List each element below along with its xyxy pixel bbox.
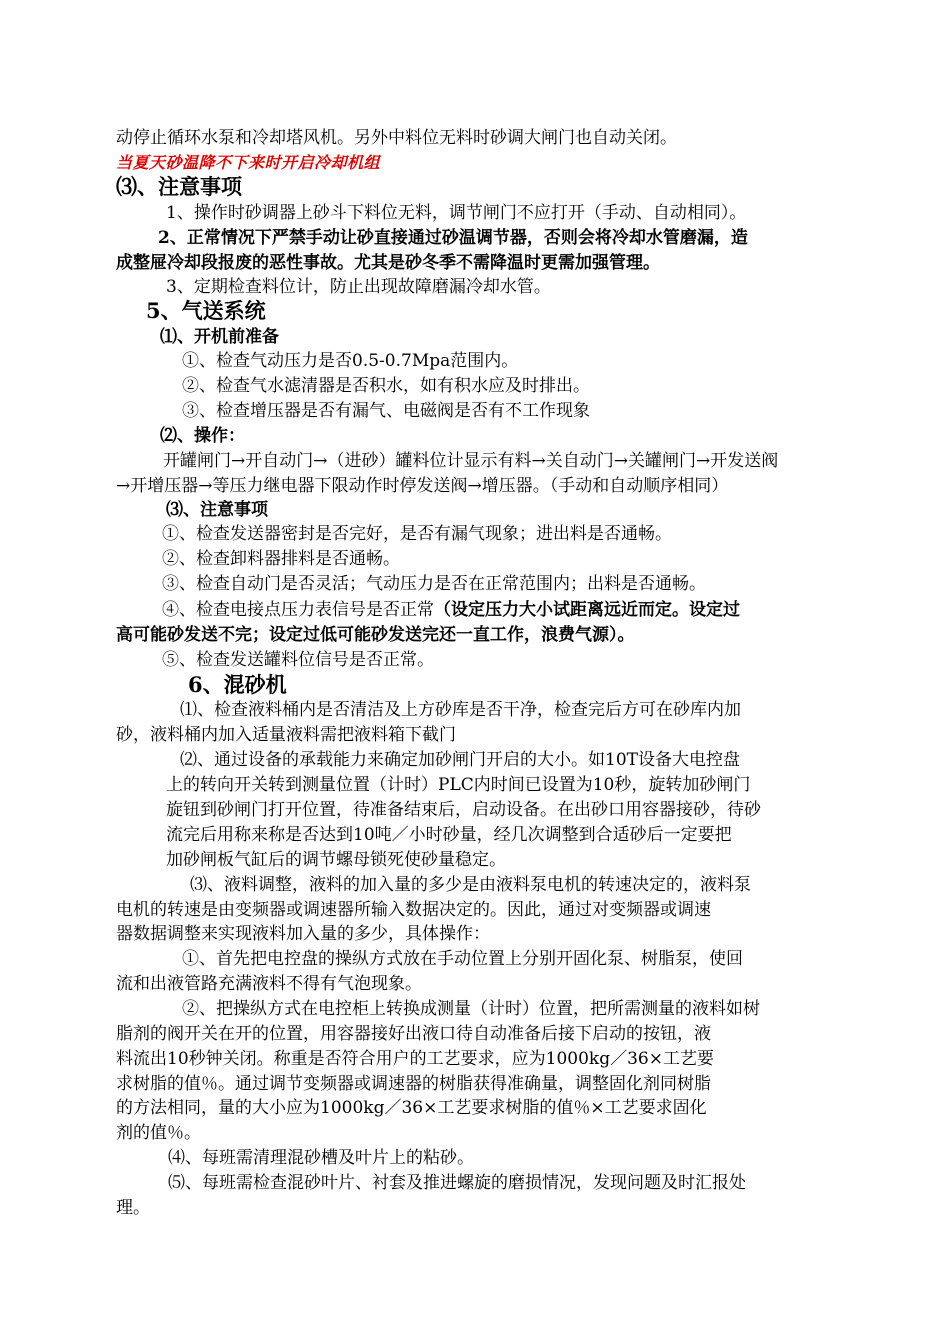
- red-note: 当夏天砂温降不下来时开启冷却机组: [116, 153, 381, 172]
- text-line: 加砂闸板气缸后的调节螺母锁死使砂量稳定。: [166, 850, 506, 870]
- text-line: 上的转向开关转到测量位置（计时）PLC内时间已设置为10秒，旋转加砂闸门: [166, 775, 751, 795]
- text-line: 流完后用称来称是否达到10吨／小时砂量，经几次调整到合适砂后一定要把: [166, 825, 732, 845]
- text-line: ⑸、每班需检查混砂叶片、衬套及推进螺旋的磨损情况，发现问题及时汇报处: [168, 1173, 746, 1193]
- bold-line: 成整屉冷却段报废的恶性事故。尤其是砂冬季不需降温时更需加强管理。: [116, 253, 660, 273]
- bold-line: 高可能砂发送不完；设定过低可能砂发送完还一直工作，浪费气源）。: [116, 625, 635, 645]
- text-line: ①、首先把电控盘的操纵方式放在手动位置上分别开固化泵、树脂泵，使回: [182, 949, 743, 969]
- text-line: ⑤、检查发送罐料位信号是否正常。: [162, 650, 434, 670]
- text-line: ⑷、每班需清理混砂槽及叶片上的粘砂。: [168, 1148, 474, 1168]
- subsection-heading: ⑵、操作：: [160, 426, 245, 446]
- text-line: 动停止循环水泵和冷却塔风机。另外中料位无料时砂调大闸门也自动关闭。: [116, 128, 677, 148]
- text-line: 求树脂的值％。通过调节变频器或调速器的树脂获得准确量，调整固化剂同树脂: [116, 1074, 711, 1094]
- text-segment: ④、检查电接点压力表信号是否正常: [162, 600, 434, 620]
- text-line: 脂剂的阀开关在开的位置，用容器接好出液口待自动准备后接下启动的按钮，液: [116, 1024, 711, 1044]
- text-line: ①、检查气动压力是否0.5-0.7Mpa范围内。: [182, 351, 519, 371]
- text-line: ②、把操纵方式在电控柜上转换成测量（计时）位置，把所需测量的液料如树: [182, 999, 760, 1019]
- text-line: 旋钮到砂闸门打开位置，待准备结束后，启动设备。在出砂口用容器接砂，待砂: [166, 800, 761, 820]
- text-line: 剂的值％。: [116, 1123, 201, 1143]
- text-line: ⑵、通过设备的承载能力来确定加砂闸门开启的大小。如10T设备大电控盘: [180, 750, 740, 770]
- section-heading: 6、混砂机: [188, 672, 287, 697]
- text-line: ⑴、检查液料桶内是否清洁及上方砂库是否干净，检查完后方可在砂库内加: [180, 700, 741, 720]
- text-line: ①、检查发送器密封是否完好，是否有漏气现象；进出料是否通畅。: [162, 524, 672, 544]
- bold-line: 2、正常情况下严禁手动让砂直接通过砂温调节器，否则会将冷却水管磨漏，造: [158, 228, 748, 248]
- text-line: 理。: [116, 1198, 150, 1218]
- text-line: 的方法相同，量的大小应为1000kg／36×工艺要求树脂的值％×工艺要求固化: [116, 1098, 707, 1118]
- text-line: 开罐闸门→开自动门→（进砂）罐料位计显示有料→关自动门→关罐闸门→开发送阀: [163, 451, 779, 471]
- text-line: 器数据调整来实现液料加入量的多少，具体操作：: [116, 924, 490, 944]
- subsection-heading: ⑶、注意事项: [166, 500, 268, 520]
- text-line: ②、检查卸料器排料是否通畅。: [162, 549, 400, 569]
- text-line: ③、检查自动门是否灵活；气动压力是否在正常范围内；出料是否通畅。: [162, 574, 706, 594]
- text-line: ⑶、液料调整，液料的加入量的多少是由液料泵电机的转速决定的，液料泵: [190, 875, 751, 895]
- text-line: ③、检查增压器是否有漏气、电磁阀是否有不工作现象: [182, 401, 590, 421]
- section-heading: ⑶、注意事项: [116, 174, 242, 199]
- text-line: 砂，液料桶内加入适量液料需把液料箱下截门: [116, 725, 456, 745]
- text-line: →开增压器→等压力继电器下限动作时停发送阀→增压器。（手动和自动顺序相同）: [116, 476, 729, 496]
- text-line: 1、操作时砂调器上砂斗下料位无料，调节闸门不应打开（手动、自动相同）。: [166, 203, 747, 223]
- text-line: 3、定期检查料位计，防止出现故障磨漏冷却水管。: [166, 277, 551, 297]
- section-heading: 5、气送系统: [146, 298, 266, 323]
- text-line: 料流出10秒钟关闭。称重是否符合用户的工艺要求，应为1000kg／36×工艺要: [116, 1049, 714, 1069]
- text-line: 电机的转速是由变频器或调速器所输入数据决定的。因此，通过对变频器或调速: [116, 900, 711, 920]
- subsection-heading: ⑴、开机前准备: [160, 327, 279, 347]
- text-line: [162, 598, 740, 622]
- text-line: 流和出液管路充满液料不得有气泡现象。: [116, 974, 422, 994]
- text-line: ②、检查气水滤清器是否积水，如有积水应及时排出。: [182, 376, 590, 396]
- bold-segment: （设定压力大小试距离远近而定。设定过: [434, 600, 740, 620]
